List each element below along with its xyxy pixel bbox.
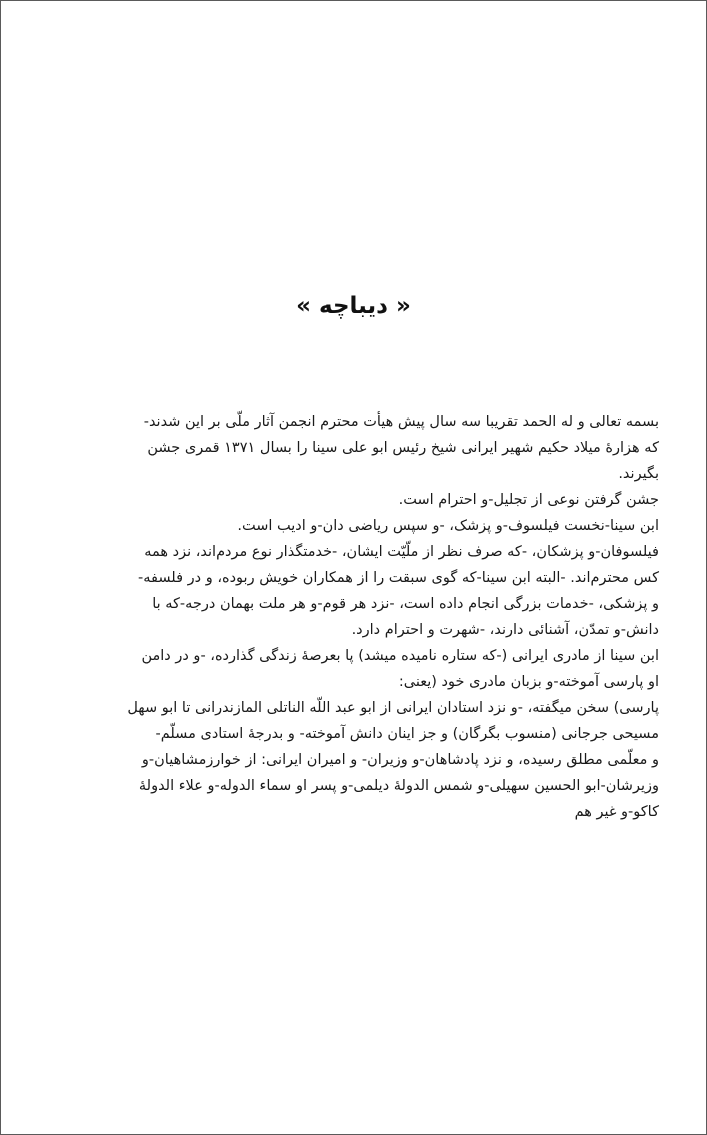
text-line: و پزشکی، -خدمات بزرگی انجام داده است، -نزد هر قوم-و هر ملت بهمان درجه-که با: [152, 596, 659, 612]
text-line: ابن سینا از مادری ایرانی (-که ستاره نامیده میشد) پا بعرصۀ زندگی گذارده، -و در دامن: [141, 648, 659, 664]
text-line: ابن سینا-نخست فیلسوف-و پزشک، -و سپس ریاضی دان-و ادیب است.: [237, 518, 659, 534]
text-line: کس محترم‌اند. -البته ابن سینا-که گوی سبقت را از همکاران خویش ربوده، و در فلسفه-: [138, 570, 659, 586]
page-title: « دیباچه »: [296, 293, 411, 319]
text-line: که هزارۀ میلاد حکیم شهیر ایرانی شیخ رئیس ابو علی سینا را بسال ۱۳۷۱ قمری جشن: [147, 440, 659, 456]
text-line: پارسی) سخن میگفته، -و نزد استادان ایرانی از ابو عبد اللّه الناتلی المازندرانی تا ابو سهل: [127, 700, 659, 716]
body-text: [49, 409, 659, 825]
text-line: جشن گرفتن نوعی از تجلیل-و احترام است.: [398, 492, 659, 508]
text-line: مسیحی جرجانی (منسوب بگرگان) و جز اینان دانش آموخته- و بدرجۀ استادی مسلّم-: [155, 726, 659, 742]
text-line: وزیرشان-ابو الحسین سهیلی-و شمس الدولۀ دیلمی-و پسر او سماء الدوله-و علاء الدولۀ: [138, 778, 659, 794]
text-line: کاکو-و غیر هم: [574, 804, 659, 820]
text-line: و معلّمی مطلق رسیده، و نزد پادشاهان-و وزیران- و امیران ایرانی: از خوارزمشاهیان-و: [141, 752, 659, 768]
text-line: دانش-و تمدّن، آشنائی دارند، -شهرت و احترام دارد.: [351, 622, 659, 638]
text-line: بسمه تعالی و له الحمد تقریبا سه سال پیش هیأت محترم انجمن آثار ملّی بر این شدند-: [143, 414, 659, 430]
text-line: فیلسوفان-و پزشکان، -که صرف نظر از ملّیّت ایشان، -خدمتگذار نوع مردم‌اند، نزد همه: [144, 544, 659, 560]
text-line: بگیرند.: [618, 466, 659, 482]
text-line: او پارسی آموخته-و بزبان مادری خود (یعنی:: [398, 674, 659, 690]
